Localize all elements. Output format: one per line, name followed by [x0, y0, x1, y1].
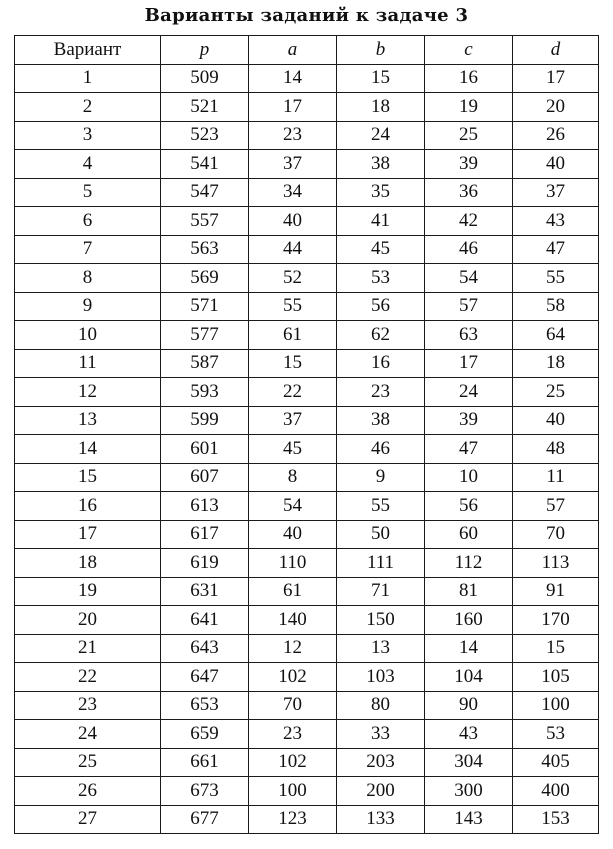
cell-a: 61 [249, 577, 337, 606]
cell-variant: 20 [15, 606, 161, 635]
table-header-row [15, 36, 599, 65]
cell-b: 200 [337, 777, 425, 806]
cell-p: 563 [161, 235, 249, 264]
cell-a: 123 [249, 805, 337, 834]
cell-a: 40 [249, 520, 337, 549]
cell-a: 17 [249, 93, 337, 122]
cell-p: 659 [161, 720, 249, 749]
cell-p: 653 [161, 691, 249, 720]
cell-a: 8 [249, 463, 337, 492]
cell-p: 673 [161, 777, 249, 806]
cell-b: 103 [337, 663, 425, 692]
table-row [15, 777, 599, 806]
cell-variant: 7 [15, 235, 161, 264]
cell-a: 23 [249, 720, 337, 749]
cell-c: 60 [425, 520, 513, 549]
cell-b: 45 [337, 235, 425, 264]
table-row [15, 720, 599, 749]
cell-c: 143 [425, 805, 513, 834]
cell-p: 607 [161, 463, 249, 492]
cell-variant: 18 [15, 549, 161, 578]
cell-d: 170 [513, 606, 599, 635]
cell-d: 55 [513, 264, 599, 293]
cell-b: 16 [337, 349, 425, 378]
cell-a: 52 [249, 264, 337, 293]
cell-a: 140 [249, 606, 337, 635]
cell-p: 541 [161, 150, 249, 179]
cell-c: 43 [425, 720, 513, 749]
table-row [15, 64, 599, 93]
cell-c: 39 [425, 406, 513, 435]
table-row [15, 435, 599, 464]
cell-variant: 5 [15, 178, 161, 207]
cell-b: 35 [337, 178, 425, 207]
cell-b: 15 [337, 64, 425, 93]
cell-variant: 22 [15, 663, 161, 692]
cell-variant: 3 [15, 121, 161, 150]
cell-d: 18 [513, 349, 599, 378]
cell-variant: 25 [15, 748, 161, 777]
cell-c: 42 [425, 207, 513, 236]
cell-variant: 26 [15, 777, 161, 806]
cell-d: 57 [513, 492, 599, 521]
cell-p: 587 [161, 349, 249, 378]
cell-a: 61 [249, 321, 337, 350]
table-body [15, 64, 599, 834]
cell-p: 661 [161, 748, 249, 777]
cell-variant: 13 [15, 406, 161, 435]
cell-d: 40 [513, 406, 599, 435]
cell-b: 150 [337, 606, 425, 635]
cell-a: 40 [249, 207, 337, 236]
table-row [15, 93, 599, 122]
cell-c: 46 [425, 235, 513, 264]
cell-p: 631 [161, 577, 249, 606]
cell-variant: 1 [15, 64, 161, 93]
cell-b: 56 [337, 292, 425, 321]
cell-a: 23 [249, 121, 337, 150]
cell-d: 113 [513, 549, 599, 578]
cell-p: 571 [161, 292, 249, 321]
cell-p: 557 [161, 207, 249, 236]
cell-d: 58 [513, 292, 599, 321]
cell-a: 102 [249, 663, 337, 692]
cell-c: 25 [425, 121, 513, 150]
cell-b: 55 [337, 492, 425, 521]
cell-a: 15 [249, 349, 337, 378]
table-row [15, 663, 599, 692]
cell-a: 37 [249, 406, 337, 435]
cell-d: 17 [513, 64, 599, 93]
cell-c: 17 [425, 349, 513, 378]
cell-p: 599 [161, 406, 249, 435]
table-row [15, 264, 599, 293]
table-row [15, 748, 599, 777]
cell-d: 100 [513, 691, 599, 720]
cell-p: 521 [161, 93, 249, 122]
cell-p: 601 [161, 435, 249, 464]
cell-a: 100 [249, 777, 337, 806]
cell-d: 15 [513, 634, 599, 663]
cell-d: 47 [513, 235, 599, 264]
table-row [15, 606, 599, 635]
cell-variant: 12 [15, 378, 161, 407]
cell-d: 25 [513, 378, 599, 407]
column-header-p: p [161, 36, 249, 65]
page-title: Варианты заданий к задаче 3 [144, 5, 469, 26]
cell-variant: 6 [15, 207, 161, 236]
cell-d: 64 [513, 321, 599, 350]
cell-variant: 19 [15, 577, 161, 606]
cell-a: 54 [249, 492, 337, 521]
cell-a: 102 [249, 748, 337, 777]
cell-b: 13 [337, 634, 425, 663]
table-row [15, 235, 599, 264]
cell-p: 523 [161, 121, 249, 150]
cell-d: 91 [513, 577, 599, 606]
cell-b: 50 [337, 520, 425, 549]
cell-b: 23 [337, 378, 425, 407]
cell-c: 304 [425, 748, 513, 777]
cell-a: 37 [249, 150, 337, 179]
cell-c: 10 [425, 463, 513, 492]
cell-p: 569 [161, 264, 249, 293]
cell-c: 14 [425, 634, 513, 663]
cell-p: 593 [161, 378, 249, 407]
cell-p: 643 [161, 634, 249, 663]
variants-table [14, 35, 599, 834]
table-row [15, 292, 599, 321]
cell-variant: 2 [15, 93, 161, 122]
cell-b: 111 [337, 549, 425, 578]
cell-variant: 14 [15, 435, 161, 464]
cell-b: 53 [337, 264, 425, 293]
column-header-b: b [337, 36, 425, 65]
column-header-a: a [249, 36, 337, 65]
cell-d: 70 [513, 520, 599, 549]
cell-d: 26 [513, 121, 599, 150]
table-row [15, 577, 599, 606]
cell-c: 16 [425, 64, 513, 93]
cell-b: 24 [337, 121, 425, 150]
cell-d: 37 [513, 178, 599, 207]
cell-a: 14 [249, 64, 337, 93]
cell-d: 40 [513, 150, 599, 179]
table-row [15, 121, 599, 150]
cell-d: 48 [513, 435, 599, 464]
cell-a: 70 [249, 691, 337, 720]
cell-d: 400 [513, 777, 599, 806]
cell-c: 47 [425, 435, 513, 464]
cell-d: 153 [513, 805, 599, 834]
column-header-variant: Вариант [15, 36, 161, 65]
column-header-c: c [425, 36, 513, 65]
cell-d: 53 [513, 720, 599, 749]
cell-variant: 10 [15, 321, 161, 350]
cell-b: 38 [337, 406, 425, 435]
cell-c: 36 [425, 178, 513, 207]
cell-c: 104 [425, 663, 513, 692]
table-row [15, 150, 599, 179]
cell-variant: 4 [15, 150, 161, 179]
cell-c: 39 [425, 150, 513, 179]
table-row [15, 634, 599, 663]
table-row [15, 463, 599, 492]
cell-b: 41 [337, 207, 425, 236]
cell-p: 641 [161, 606, 249, 635]
cell-b: 38 [337, 150, 425, 179]
cell-c: 81 [425, 577, 513, 606]
table-row [15, 549, 599, 578]
cell-p: 577 [161, 321, 249, 350]
cell-variant: 11 [15, 349, 161, 378]
cell-p: 647 [161, 663, 249, 692]
cell-c: 112 [425, 549, 513, 578]
cell-variant: 9 [15, 292, 161, 321]
cell-c: 24 [425, 378, 513, 407]
cell-d: 20 [513, 93, 599, 122]
cell-d: 405 [513, 748, 599, 777]
cell-variant: 24 [15, 720, 161, 749]
cell-c: 63 [425, 321, 513, 350]
column-header-d: d [513, 36, 599, 65]
cell-b: 203 [337, 748, 425, 777]
cell-a: 34 [249, 178, 337, 207]
table-row [15, 178, 599, 207]
cell-variant: 16 [15, 492, 161, 521]
table-row [15, 378, 599, 407]
cell-c: 90 [425, 691, 513, 720]
cell-p: 547 [161, 178, 249, 207]
cell-variant: 23 [15, 691, 161, 720]
cell-b: 71 [337, 577, 425, 606]
cell-c: 54 [425, 264, 513, 293]
cell-variant: 15 [15, 463, 161, 492]
cell-d: 105 [513, 663, 599, 692]
cell-variant: 27 [15, 805, 161, 834]
cell-c: 160 [425, 606, 513, 635]
cell-p: 677 [161, 805, 249, 834]
cell-b: 9 [337, 463, 425, 492]
table-row [15, 349, 599, 378]
table-row [15, 520, 599, 549]
cell-b: 18 [337, 93, 425, 122]
table-row [15, 321, 599, 350]
cell-a: 110 [249, 549, 337, 578]
cell-variant: 17 [15, 520, 161, 549]
cell-b: 62 [337, 321, 425, 350]
cell-p: 619 [161, 549, 249, 578]
cell-b: 33 [337, 720, 425, 749]
cell-b: 46 [337, 435, 425, 464]
cell-b: 80 [337, 691, 425, 720]
cell-c: 19 [425, 93, 513, 122]
table-row [15, 406, 599, 435]
cell-variant: 21 [15, 634, 161, 663]
table-row [15, 492, 599, 521]
cell-variant: 8 [15, 264, 161, 293]
cell-c: 56 [425, 492, 513, 521]
cell-p: 617 [161, 520, 249, 549]
table-row [15, 805, 599, 834]
cell-p: 509 [161, 64, 249, 93]
cell-c: 57 [425, 292, 513, 321]
table-row [15, 207, 599, 236]
cell-a: 44 [249, 235, 337, 264]
cell-d: 43 [513, 207, 599, 236]
cell-b: 133 [337, 805, 425, 834]
cell-a: 45 [249, 435, 337, 464]
table-row [15, 691, 599, 720]
cell-a: 12 [249, 634, 337, 663]
cell-p: 613 [161, 492, 249, 521]
cell-a: 55 [249, 292, 337, 321]
cell-a: 22 [249, 378, 337, 407]
cell-c: 300 [425, 777, 513, 806]
cell-d: 11 [513, 463, 599, 492]
